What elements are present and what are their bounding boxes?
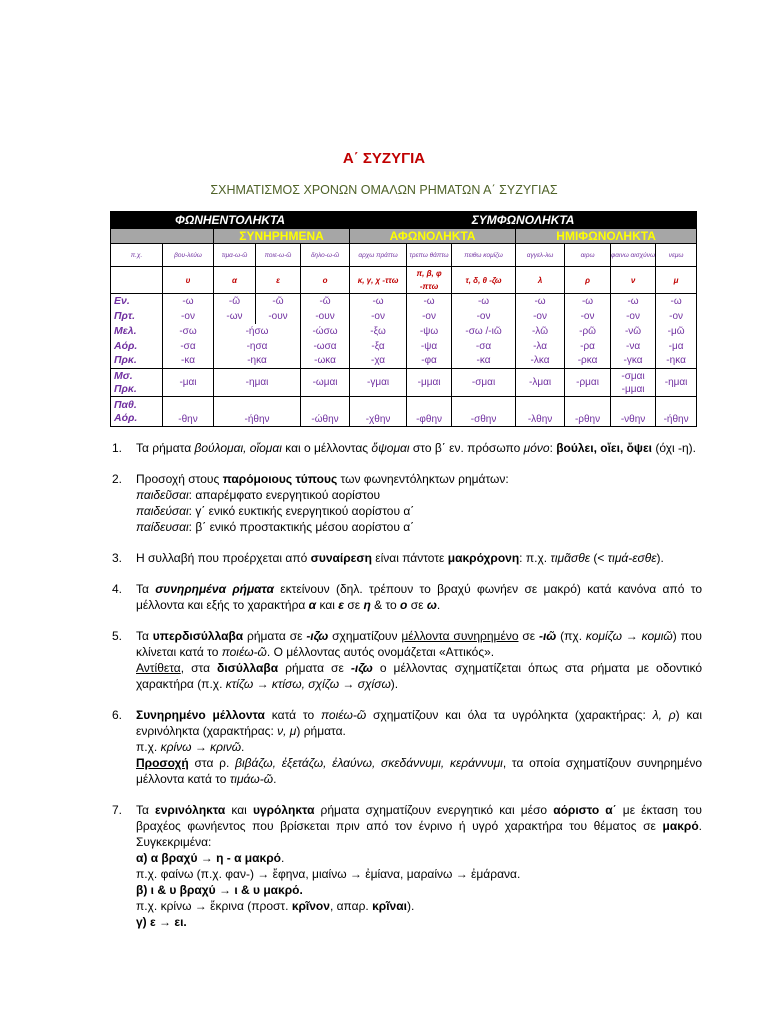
header-vowel: ΦΩΝΗΕΝΤΟΛΗΚΤΑ <box>111 212 350 229</box>
form-cell: -μα <box>656 339 697 354</box>
character-cell: ρ <box>565 267 611 294</box>
form-cell: -ον <box>516 309 565 324</box>
row-label: Πρκ. <box>111 354 163 369</box>
form-cell: -ωσα <box>301 339 350 354</box>
example-label: π.χ. <box>111 244 163 267</box>
example-cell: πειθω κομίζω <box>452 244 516 267</box>
form-cell: -ω <box>163 294 214 309</box>
example-cell: ποιε-ω-ῶ <box>256 244 301 267</box>
form-cell: -ον <box>565 309 611 324</box>
note-line: Τα συνηρημένα ρήματα εκτείνουν (δηλ. τρέπουν το βραχύ φωνήεν σε μακρό) κατά κανόνα από το μέλλοντα και εξής το χαρακτήρα α και ε σε η & το ο σε ω. <box>136 582 702 612</box>
form-cell: -χθην <box>350 397 407 427</box>
note-item <box>112 471 702 535</box>
note-line: παίδευσαι: β΄ ενικό προστακτικής μέσου αορίστου α΄ <box>136 520 415 534</box>
example-cell: αγγελ-λω <box>516 244 565 267</box>
form-cell: -ον <box>611 309 656 324</box>
note-item <box>112 628 702 692</box>
form-cell: -σω <box>163 324 214 339</box>
header-consonant: ΣΥΜΦΩΝΟΛΗΚΤΑ <box>350 212 697 229</box>
note-item <box>112 440 702 456</box>
form-cell: -μαι <box>163 369 214 397</box>
form-cell: -θην <box>163 397 214 427</box>
form-cell: -ρμαι <box>565 369 611 397</box>
form-cell: -ημαι <box>656 369 697 397</box>
form-cell: -χα <box>350 354 407 369</box>
note-number: 6. <box>112 708 123 722</box>
note-line: Προσοχή στα ρ. βιβάζω, ἐξετάζω, ἐλαύνω, σκεδάννυμι, κεράννυμι, τα οποία σχηματίζουν συνηρημένο μέλλοντα κατά το τιμάω-ῶ. <box>136 756 702 786</box>
form-cell: -κα <box>163 354 214 369</box>
subheader-row <box>111 229 697 244</box>
table-row <box>111 309 697 324</box>
form-cell: -λθην <box>516 397 565 427</box>
notes-list <box>112 440 702 945</box>
form-cell: -ρῶ <box>565 324 611 339</box>
note-line: π.χ. φαίνω (π.χ. φαν-) → ἔφηνα, μιαίνω → ἐμίανα, μαραίνω → ἐμάρανα. <box>136 867 521 881</box>
form-cell: -ῶ <box>214 294 256 309</box>
form-cell: -σω /-ιῶ <box>452 324 516 339</box>
example-cell: τιμα-ω-ῶ <box>214 244 256 267</box>
note-line: Αντίθετα, στα δισύλλαβα ρήματα σε -ιζω ο μέλλοντας σχηματίζεται όπως στα ρήματα με οδοντικό χαρακτήρα (π.χ. κτίζω → κτίσω, σχίζω → σχίσω). <box>136 661 702 691</box>
form-cell: -κα <box>452 354 516 369</box>
note-item <box>112 707 702 787</box>
example-cell: αιρω <box>565 244 611 267</box>
note-line: β) ι & υ βραχύ → ι & υ μακρό. <box>136 883 303 897</box>
header-row <box>111 212 697 229</box>
note-line: Τα ενρινόληκτα και υγρόληκτα ρήματα σχηματίζουν ενεργητικό και μέσο αόριστο α΄ με έκταση του βραχέος φωνήεντος που βρίσκεται πριν από τον ένρινο ή υγρό χαρακτήρα του θέματος σε μακρό. Συγκεκριμένα: <box>136 803 702 849</box>
form-cell: -ησα <box>214 339 301 354</box>
form-cell: -ήθην <box>656 397 697 427</box>
note-number: 3. <box>112 551 123 565</box>
form-cell: -ω <box>656 294 697 309</box>
page-title: Α΄ ΣΥΖΥΓΙΑ <box>342 150 426 167</box>
form-cell: -ω <box>452 294 516 309</box>
subheader-contract: ΣΥΝΗΡΗΜΕΝΑ <box>214 229 350 244</box>
form-cell: -ήσω <box>214 324 301 339</box>
form-cell: -σθην <box>452 397 516 427</box>
table-row <box>111 339 697 354</box>
character-cell: α <box>214 267 256 294</box>
form-cell: -μμαι <box>407 369 452 397</box>
row-label <box>111 397 163 427</box>
form-cell: -ουν <box>301 309 350 324</box>
row-label: Αόρ. <box>111 339 163 354</box>
form-cell: -σα <box>163 339 214 354</box>
form-cell: -ώθην <box>301 397 350 427</box>
form-cell: -γκα <box>611 354 656 369</box>
form-cell: -ω <box>611 294 656 309</box>
form-cell: -ον <box>452 309 516 324</box>
note-number: 5. <box>112 629 123 643</box>
note-line: Προσοχή στους παρόμοιους τύπους των φωνηεντόληκτων ρημάτων: <box>136 472 509 486</box>
example-cell: βου-λεύω <box>163 244 214 267</box>
note-line: παιδεῦσαι: απαρέμφατο ενεργητικού αορίστου <box>136 488 381 502</box>
form-cell: -ρθην <box>565 397 611 427</box>
form-cell: -σα <box>452 339 516 354</box>
table-row <box>111 354 697 369</box>
character-cell: ο <box>301 267 350 294</box>
row-label: Πρτ. <box>111 309 163 324</box>
form-cell: -ω <box>350 294 407 309</box>
table-row <box>111 294 697 309</box>
form-cell: -ρκα <box>565 354 611 369</box>
note-line: α) α βραχύ → η - α μακρό. <box>136 851 285 865</box>
form-cell: -ημαι <box>214 369 301 397</box>
form-cell: -ηκα <box>214 354 301 369</box>
note-line: Συνηρημένο μέλλοντα κατά το ποιέω-ῶ σχηματίζουν και όλα τα υγρόληκτα (χαρακτήρας: λ, ρ) και ενρινόληκτα (χαρακτήρας: ν, μ) ρήματα. <box>136 708 702 738</box>
example-cell: αρχω πράττω <box>350 244 407 267</box>
note-number: 4. <box>112 582 123 596</box>
character-cell: μ <box>656 267 697 294</box>
character-cell: υ <box>163 267 214 294</box>
form-cell: -ῶ <box>301 294 350 309</box>
form-cell: -ον <box>350 309 407 324</box>
form-cell: -ξα <box>350 339 407 354</box>
row-label-line: Παθ. <box>114 398 137 411</box>
row-label-line: Μσ. <box>114 369 133 382</box>
note-item <box>112 802 702 930</box>
form-line: -σμαι <box>621 370 645 382</box>
form-cell: -λα <box>516 339 565 354</box>
example-row <box>111 244 697 267</box>
form-line: -μμαι <box>621 383 645 395</box>
character-row <box>111 267 697 294</box>
form-cell: -ον <box>407 309 452 324</box>
note-number: 2. <box>112 472 123 486</box>
form-cell: -φα <box>407 354 452 369</box>
example-cell: φαινω αισχύνω <box>611 244 656 267</box>
form-cell: -ρα <box>565 339 611 354</box>
page-subtitle: ΣΧΗΜΑΤΙΣΜΟΣ ΧΡΟΝΩΝ ΟΜΑΛΩΝ ΡΗΜΑΤΩΝ Α΄ ΣΥΖΥΓΙΑΣ <box>210 183 558 197</box>
example-cell: τρεπω θάπτω <box>407 244 452 267</box>
note-number: 7. <box>112 803 123 817</box>
character-cell: ε <box>256 267 301 294</box>
form-cell: -ῶ <box>256 294 301 309</box>
form-cell: -ω <box>516 294 565 309</box>
note-line: Τα υπερδισύλλαβα ρήματα σε -ιζω σχηματίζουν μέλλοντα συνηρημένο σε -ιῶ (πχ. κομίζω → κομιῶ) που κλίνεται κατά το ποιέω-ῶ. Ο μέλλοντας αυτός ονομάζεται «Αττικός». <box>136 629 702 659</box>
note-line: Η συλλαβή που προέρχεται από συναίρεση είναι πάντοτε μακρόχρονη: π.χ. τιμᾶσθε (< τιμά-εσθε). <box>136 551 664 565</box>
form-cell: -ψω <box>407 324 452 339</box>
example-cell: νεμω <box>656 244 697 267</box>
row-label-line: Πρκ. <box>114 382 137 395</box>
note-number: 1. <box>112 441 123 455</box>
example-cell: δηλο-ω-ῶ <box>301 244 350 267</box>
form-cell: -νθην <box>611 397 656 427</box>
note-line: π.χ. κρίνω → ἔκρινα (προστ. κρῖνον, απαρ. κρῖναι). <box>136 899 415 913</box>
form-cell: -γμαι <box>350 369 407 397</box>
form-cell: -ήθην <box>214 397 301 427</box>
character-cell: τ, δ, θ -ζω <box>452 267 516 294</box>
form-cell: -ψα <box>407 339 452 354</box>
character-cell: κ, γ, χ -ττω <box>350 267 407 294</box>
form-cell: -να <box>611 339 656 354</box>
row-label: Μελ. <box>111 324 163 339</box>
character-cell: ν <box>611 267 656 294</box>
form-cell: -μῶ <box>656 324 697 339</box>
row-label <box>111 369 163 397</box>
form-cell: -σμαι <box>452 369 516 397</box>
form-cell: -ω <box>565 294 611 309</box>
form-cell: -λμαι <box>516 369 565 397</box>
note-item <box>112 550 702 566</box>
note-line: παιδεύσαι: γ΄ ενικό ευκτικής ενεργητικού αορίστου α΄ <box>136 504 415 518</box>
form-cell: -λῶ <box>516 324 565 339</box>
row-label-line: Αόρ. <box>114 411 138 424</box>
form-cell: -ωμαι <box>301 369 350 397</box>
form-cell: -ον <box>163 309 214 324</box>
conjugation-table <box>110 211 697 427</box>
character-cell: π, β, φ -πτω <box>407 267 452 294</box>
form-cell <box>611 369 656 397</box>
row-label: Εν. <box>111 294 163 309</box>
table-row <box>111 397 697 427</box>
note-line: Τα ρήματα βούλομαι, οἴομαι και ο μέλλοντας ὄψομαι στο β΄ εν. πρόσωπο μόνο: βούλει, οἴει, ὄψει (όχι -η). <box>136 441 696 455</box>
subheader-semi: ΗΜΙΦΩΝΟΛΗΚΤΑ <box>516 229 697 244</box>
form-cell: -ων <box>214 309 256 324</box>
table-row <box>111 369 697 397</box>
subheader-mute: ΑΦΩΝΟΛΗΚΤΑ <box>350 229 516 244</box>
form-cell: -ωκα <box>301 354 350 369</box>
note-line: γ) ε → ει. <box>136 915 187 929</box>
form-cell: -ηκα <box>656 354 697 369</box>
note-item <box>112 581 702 613</box>
note-line: π.χ. κρίνω → κρινῶ. <box>136 740 245 754</box>
form-cell: -φθην <box>407 397 452 427</box>
form-cell: -ξω <box>350 324 407 339</box>
table-row <box>111 324 697 339</box>
form-cell: -ώσω <box>301 324 350 339</box>
form-cell: -ον <box>656 309 697 324</box>
character-cell: λ <box>516 267 565 294</box>
form-cell: -νῶ <box>611 324 656 339</box>
form-cell: -ω <box>407 294 452 309</box>
form-cell: -ουν <box>256 309 301 324</box>
form-cell: -λκα <box>516 354 565 369</box>
